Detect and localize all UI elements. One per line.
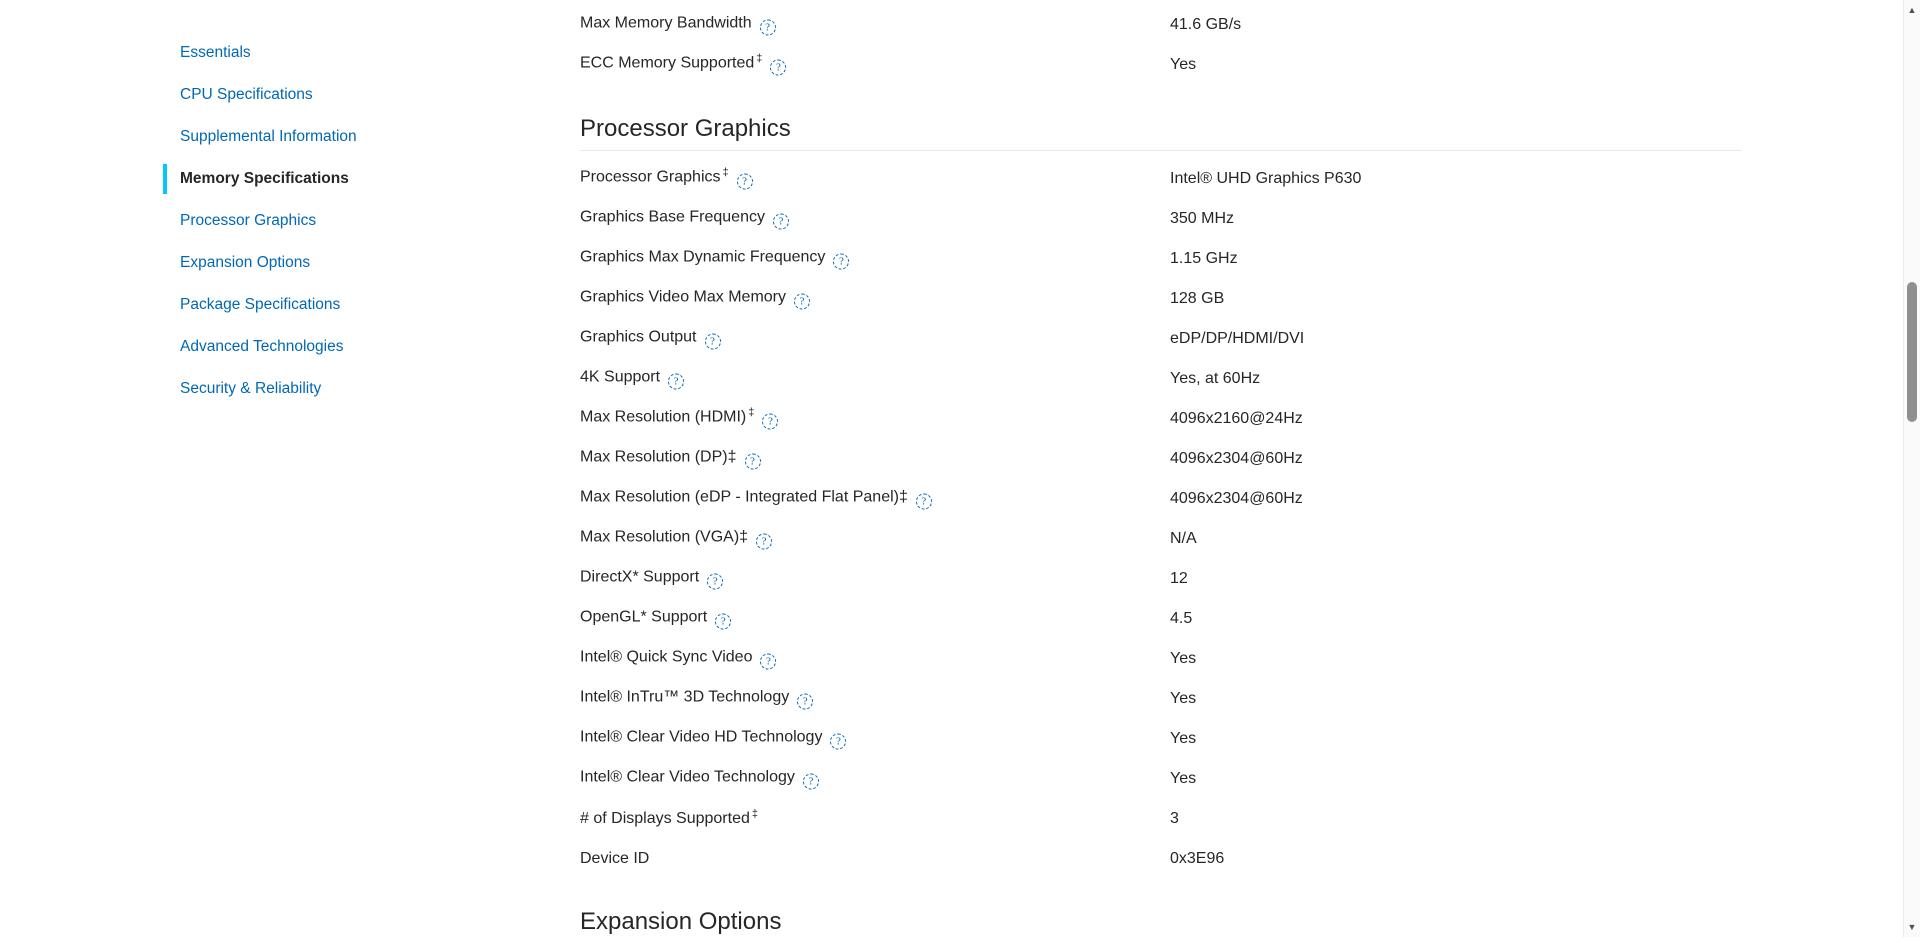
sidebar-item-essentials[interactable]: Essentials bbox=[180, 44, 251, 61]
spec-value: 4096x2304@60Hz bbox=[1170, 450, 1303, 467]
footnote-dagger: ‡ bbox=[748, 406, 755, 419]
spec-label-text: # of Displays Supported bbox=[580, 810, 750, 827]
spec-value: Yes bbox=[1170, 56, 1197, 73]
help-icon[interactable]: ? bbox=[833, 254, 849, 270]
help-icon[interactable]: ? bbox=[745, 454, 761, 470]
help-icon[interactable]: ? bbox=[803, 774, 819, 790]
help-icon[interactable]: ? bbox=[707, 574, 723, 590]
spec-label-text: Max Resolution (VGA)‡ bbox=[580, 528, 749, 546]
spec-row bbox=[580, 799, 1742, 839]
spec-value: Yes, at 60Hz bbox=[1170, 370, 1261, 387]
spec-row bbox=[580, 279, 1742, 319]
spec-value: 1.15 GHz bbox=[1170, 250, 1238, 267]
spec-row bbox=[580, 359, 1742, 399]
spec-label-text: Max Resolution (DP)‡ bbox=[580, 448, 737, 466]
help-icon[interactable]: ? bbox=[756, 534, 772, 550]
spec-label-text: Device ID bbox=[580, 850, 650, 867]
spec-label bbox=[580, 52, 786, 76]
help-icon[interactable]: ? bbox=[762, 414, 778, 430]
section-title-processor-graphics: Processor Graphics bbox=[580, 116, 1742, 151]
sidebar-item-processor-graphics[interactable]: Processor Graphics bbox=[180, 212, 317, 229]
scrollbar-thumb[interactable] bbox=[1907, 282, 1917, 422]
spec-label-text: Processor Graphics bbox=[580, 168, 721, 186]
spec-label bbox=[580, 249, 849, 270]
spec-label-text: ECC Memory Supported bbox=[580, 54, 755, 72]
spec-label bbox=[580, 166, 753, 190]
sidebar-item-advanced-technologies[interactable]: Advanced Technologies bbox=[180, 338, 344, 355]
spec-row bbox=[580, 319, 1742, 359]
spec-label-text: Max Memory Bandwidth bbox=[580, 14, 752, 32]
spec-value: N/A bbox=[1170, 530, 1197, 547]
spec-value: 12 bbox=[1170, 570, 1188, 587]
spec-value: 350 MHz bbox=[1170, 210, 1235, 227]
help-icon[interactable]: ? bbox=[770, 60, 786, 76]
spec-value: 0x3E96 bbox=[1170, 850, 1225, 867]
spec-row bbox=[580, 839, 1742, 879]
sidebar-item-package-specifications[interactable]: Package Specifications bbox=[180, 296, 341, 313]
spec-value: 4096x2160@24Hz bbox=[1170, 410, 1303, 427]
spec-label bbox=[580, 209, 789, 230]
spec-label bbox=[580, 289, 810, 310]
spec-row bbox=[580, 399, 1742, 439]
spec-label bbox=[580, 729, 846, 750]
sidebar-item-memory-specifications[interactable]: Memory Specifications bbox=[180, 170, 500, 188]
help-icon[interactable]: ? bbox=[794, 294, 810, 310]
spec-label bbox=[580, 15, 776, 36]
spec-value: 4096x2304@60Hz bbox=[1170, 490, 1303, 507]
help-icon[interactable]: ? bbox=[705, 334, 721, 350]
help-icon[interactable]: ? bbox=[797, 694, 813, 710]
spec-row bbox=[580, 159, 1742, 199]
spec-content bbox=[580, 5, 1742, 943]
spec-sidebar bbox=[180, 44, 500, 422]
spec-value: Intel® UHD Graphics P630 bbox=[1170, 170, 1362, 187]
sidebar-item-security-reliability[interactable]: Security & Reliability bbox=[180, 380, 322, 397]
spec-label bbox=[580, 489, 932, 510]
spec-label bbox=[580, 769, 819, 790]
footnote-dagger: ‡ bbox=[751, 807, 758, 820]
help-icon[interactable]: ? bbox=[668, 374, 684, 390]
spec-label-text: Graphics Output bbox=[580, 328, 697, 346]
help-icon[interactable]: ? bbox=[715, 614, 731, 630]
spec-row bbox=[580, 719, 1742, 759]
spec-row bbox=[580, 639, 1742, 679]
sidebar-item-cpu-specifications[interactable]: CPU Specifications bbox=[180, 86, 313, 103]
help-icon[interactable]: ? bbox=[773, 214, 789, 230]
spec-label-text: Graphics Max Dynamic Frequency bbox=[580, 248, 826, 266]
spec-label bbox=[580, 329, 721, 350]
active-item-indicator bbox=[163, 164, 167, 194]
spec-label bbox=[580, 449, 761, 470]
spec-label bbox=[580, 609, 731, 630]
spec-row bbox=[580, 45, 1742, 85]
memory-specs-rows bbox=[580, 5, 1742, 85]
spec-row bbox=[580, 519, 1742, 559]
spec-row bbox=[580, 5, 1742, 45]
help-icon[interactable]: ? bbox=[830, 734, 846, 750]
spec-value: 41.6 GB/s bbox=[1170, 16, 1242, 33]
spec-label-text: Intel® Clear Video HD Technology bbox=[580, 728, 823, 746]
spec-label-text: Max Resolution (HDMI) bbox=[580, 408, 747, 426]
spec-label bbox=[580, 649, 776, 670]
spec-row bbox=[580, 759, 1742, 799]
spec-label bbox=[580, 369, 684, 390]
spec-value: Yes bbox=[1170, 650, 1197, 667]
vertical-scrollbar[interactable] bbox=[1903, 0, 1920, 937]
footnote-dagger: ‡ bbox=[756, 52, 763, 65]
spec-label-text: 4K Support bbox=[580, 368, 661, 386]
spec-label-text: Intel® Clear Video Technology bbox=[580, 768, 795, 786]
help-icon[interactable]: ? bbox=[916, 494, 932, 510]
spec-label bbox=[580, 406, 778, 430]
spec-value: 3 bbox=[1170, 810, 1179, 827]
spec-label-text: Intel® InTru™ 3D Technology bbox=[580, 688, 790, 706]
section-title-expansion-options: Expansion Options bbox=[580, 908, 782, 935]
sidebar-item-supplemental-information[interactable]: Supplemental Information bbox=[180, 128, 357, 145]
spec-label-text: Graphics Base Frequency bbox=[580, 208, 765, 226]
spec-row bbox=[580, 599, 1742, 639]
help-icon[interactable]: ? bbox=[760, 20, 776, 36]
spec-value: Yes bbox=[1170, 730, 1197, 747]
spec-row bbox=[580, 479, 1742, 519]
spec-label-text: Graphics Video Max Memory bbox=[580, 288, 786, 306]
spec-row bbox=[580, 239, 1742, 279]
scroll-up-icon[interactable]: ▲ bbox=[1907, 5, 1917, 15]
processor-graphics-rows bbox=[580, 159, 1742, 879]
help-icon[interactable]: ? bbox=[737, 174, 753, 190]
spec-value: eDP/DP/HDMI/DVI bbox=[1170, 330, 1305, 347]
spec-label-text: Intel® Quick Sync Video bbox=[580, 648, 753, 666]
spec-value: 128 GB bbox=[1170, 290, 1225, 307]
help-icon[interactable]: ? bbox=[760, 654, 776, 670]
scroll-down-icon[interactable]: ▼ bbox=[1907, 922, 1917, 932]
spec-value: 4.5 bbox=[1170, 610, 1193, 627]
spec-value: Yes bbox=[1170, 770, 1197, 787]
spec-label-text: DirectX* Support bbox=[580, 568, 700, 586]
spec-value: Yes bbox=[1170, 690, 1197, 707]
sidebar-item-expansion-options[interactable]: Expansion Options bbox=[180, 254, 311, 271]
spec-row bbox=[580, 559, 1742, 599]
spec-row bbox=[580, 439, 1742, 479]
spec-row bbox=[580, 199, 1742, 239]
spec-row bbox=[580, 679, 1742, 719]
spec-label bbox=[580, 569, 723, 590]
spec-label-text: OpenGL* Support bbox=[580, 608, 708, 626]
footnote-dagger: ‡ bbox=[722, 166, 729, 179]
spec-label-text: Max Resolution (eDP - Integrated Flat Panel)‡ bbox=[580, 488, 908, 506]
spec-label bbox=[580, 850, 649, 868]
spec-label bbox=[580, 689, 813, 710]
spec-label bbox=[580, 807, 758, 828]
spec-label bbox=[580, 529, 772, 550]
